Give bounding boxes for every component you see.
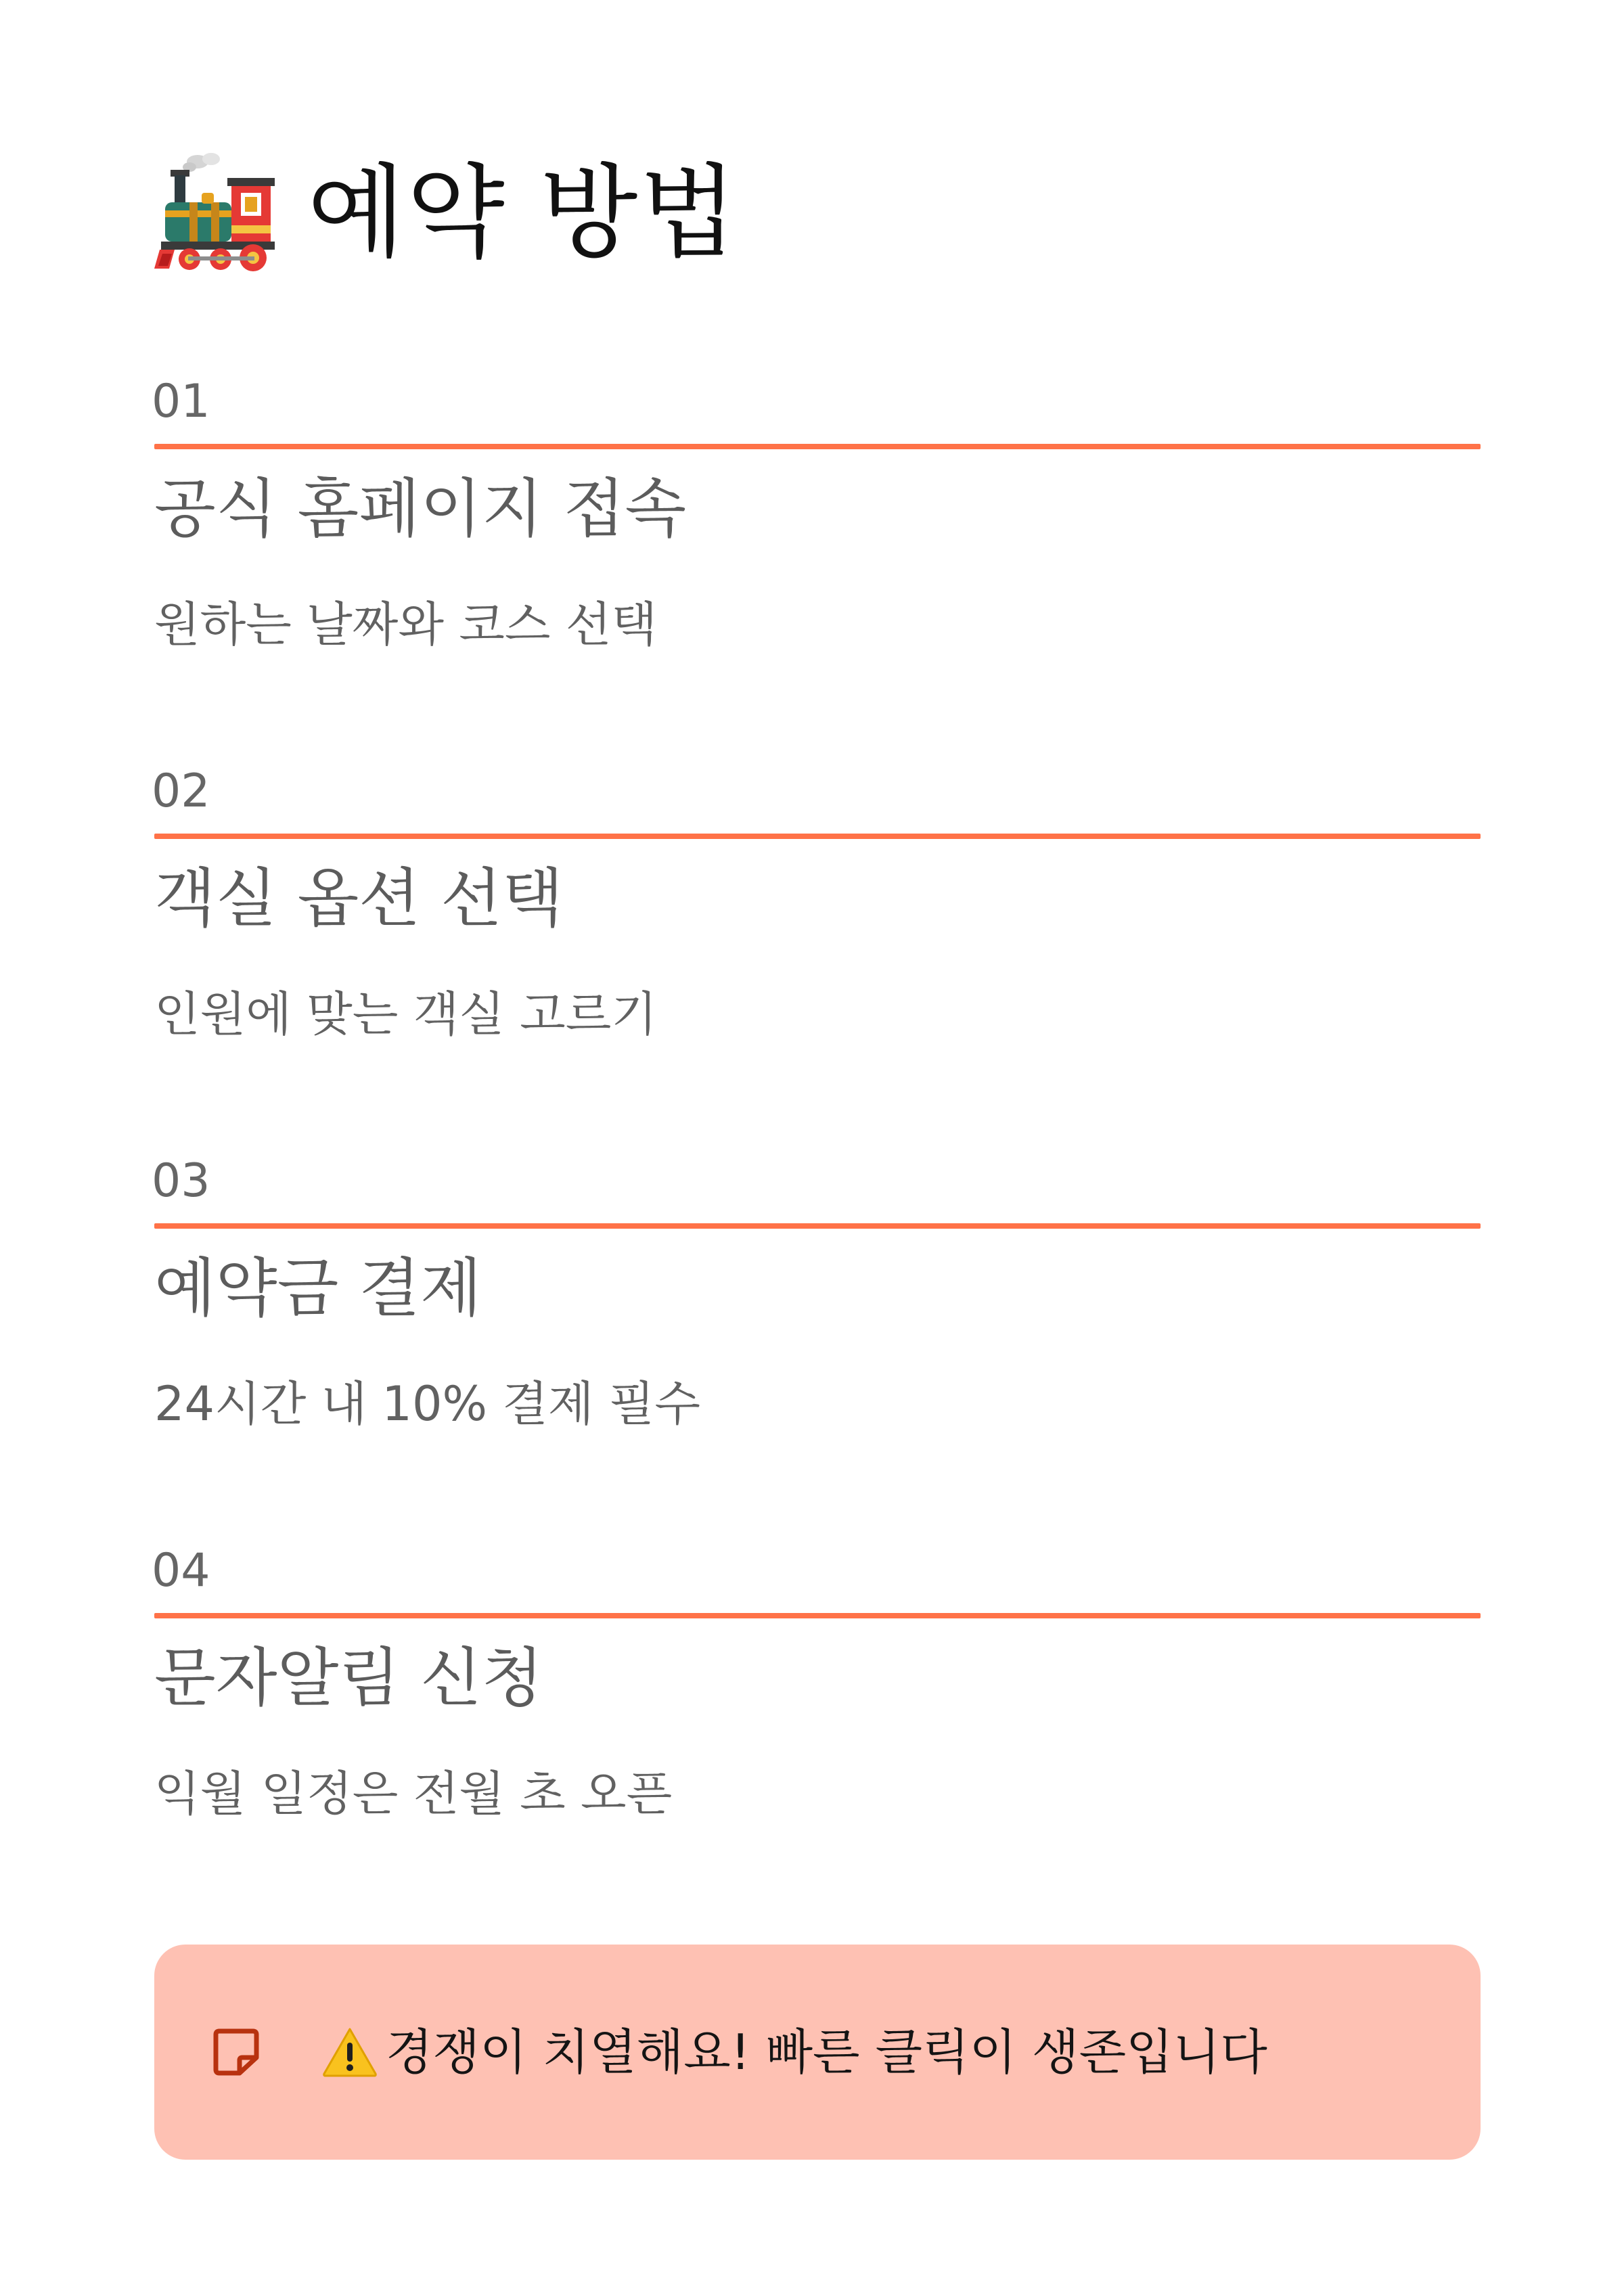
step-divider [154,444,1481,449]
step-divider [154,834,1481,839]
step-number: 04 [152,1544,210,1597]
step-number: 01 [152,375,210,428]
warning-icon [322,2026,378,2078]
step-number: 02 [152,765,210,818]
step-description: 인원에 맞는 객실 고르기 [154,986,657,1042]
page-title: 예약 방법 [307,154,739,272]
steam-locomotive-icon [154,152,276,274]
step-number: 03 [152,1154,210,1208]
warning-callout [154,1945,1481,2160]
step-title: 공식 홈페이지 접속 [154,472,687,546]
step-title: 객실 옵션 선택 [154,862,564,936]
step-description: 원하는 날짜와 코스 선택 [154,597,657,652]
step-description: 익월 일정은 전월 초 오픈 [154,1766,673,1821]
step-title: 예약금 결제 [154,1252,482,1325]
step-divider [154,1613,1481,1618]
step-divider [154,1223,1481,1229]
note-icon [212,2028,260,2076]
step-title: 문자알림 신청 [154,1641,543,1715]
step-description: 24시간 내 10% 결제 필수 [154,1376,701,1432]
warning-text: 경쟁이 치열해요! 빠른 클릭이 생존입니다 [386,2024,1267,2081]
page-header [154,149,738,277]
